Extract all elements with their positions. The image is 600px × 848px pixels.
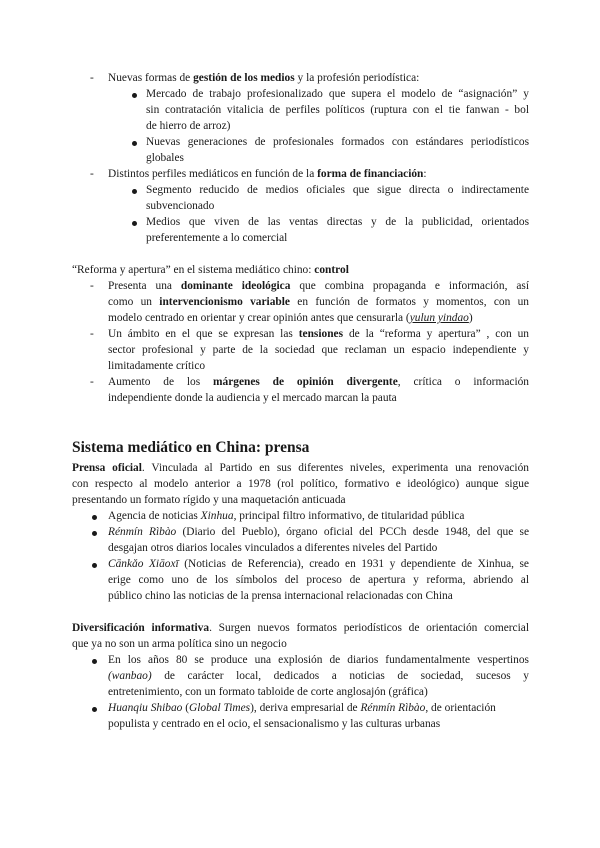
bullet-icon (132, 189, 137, 194)
list-item-line: sin contratación vitalicia de perfiles políticos (ruptura con el tie fanwan - bol (146, 104, 529, 116)
list-item-line: globales (146, 152, 184, 164)
list-item: Huanqiu Shibao (Global Times), deriva empresarial de Rénmín Rìbào, de orientación (108, 702, 496, 714)
bullet-icon (132, 221, 137, 226)
list-item-line: subvencionado (146, 200, 215, 212)
list-item-line: modelo centrado en orientar y crear opinión antes que censurarla (yulun yindao) (108, 312, 473, 324)
list-item: Nuevas generaciones de profesionales formados con estándares periodísticos (146, 136, 529, 148)
list-item-line: preferentemente a lo comercial (146, 232, 288, 244)
list-item: Segmento reducido de medios oficiales que sigue directa o indirectamente (146, 184, 529, 196)
list-item-line: como un intervencionismo variable en función de formatos y momentos, con un (108, 296, 529, 308)
bullet-icon (92, 531, 97, 536)
list-item: Nuevas formas de gestión de los medios y la profesión periodística: (108, 72, 420, 84)
bullet-icon (92, 515, 97, 520)
bullet-icon (132, 141, 137, 146)
list-item-line: limitadamente crítico (108, 360, 206, 372)
paragraph: “Reforma y apertura” en el sistema mediático chino: control (72, 264, 349, 276)
list-item: Agencia de noticias Xinhua, principal filtro informativo, de titularidad pública (108, 510, 465, 522)
list-dash: - (90, 168, 94, 180)
list-item-line: público chino las noticias de la prensa internacional relacionadas con China (108, 590, 453, 602)
paragraph-line: con respecto al modelo anterior a 1978 (rol político, formativo e ideológico) aunque sigue (72, 478, 529, 490)
list-item: Cānkǎo Xiāoxī (Noticias de Referencia), creado en 1931 y dependiente de Xinhua, se (108, 558, 529, 570)
list-item-line: sector profesional y parte de la sociedad que reclaman un espacio independiente y (108, 344, 529, 356)
list-item-line: de hierro de arroz) (146, 120, 231, 132)
list-item: En los años 80 se produce una explosión de diarios fundamentalmente vespertinos (108, 654, 529, 666)
section-heading: Sistema mediático en China: prensa (72, 439, 310, 456)
list-dash: - (90, 376, 94, 388)
paragraph-line: presentando un formato rígido y una maquetación anticuada (72, 494, 346, 506)
bullet-icon (92, 659, 97, 664)
list-item: Mercado de trabajo profesionalizado que supera el modelo de “asignación” y (146, 88, 529, 100)
list-item-line: independiente donde la audiencia y el mercado marcan la pauta (108, 392, 397, 404)
list-item: Un ámbito en el que se expresan las tensiones de la “reforma y apertura” , con un (108, 328, 529, 340)
bullet-icon (92, 707, 97, 712)
bullet-icon (132, 93, 137, 98)
list-item: Presenta una dominante ideológica que combina propaganda e información, así (108, 280, 529, 292)
list-item: Aumento de los márgenes de opinión divergente, crítica o información (108, 376, 529, 388)
paragraph: Prensa oficial. Vinculada al Partido en sus diferentes niveles, experimenta una renovación (72, 462, 529, 474)
list-item-line: (wanbao) de carácter local, dedicados a noticias de sociedad, sucesos y (108, 670, 529, 682)
list-dash: - (90, 72, 94, 84)
list-dash: - (90, 328, 94, 340)
paragraph: Diversificación informativa. Surgen nuevos formatos periodísticos de orientación comercial (72, 622, 529, 634)
list-dash: - (90, 280, 94, 292)
paragraph-line: que ya no son un arma política sino un negocio (72, 638, 287, 650)
bullet-icon (92, 563, 97, 568)
list-item-line: populista y centrado en el ocio, el sensacionalismo y las culturas urbanas (108, 718, 441, 730)
list-item: Rénmín Rìbào (Diario del Pueblo), órgano oficial del PCCh desde 1948, del que se (108, 526, 529, 538)
list-item-line: entretenimiento, con un formato tabloide de corte anglosajón (gráfica) (108, 686, 428, 698)
list-item-line: desgajan otros diarios locales vinculados a diferentes niveles del Partido (108, 542, 438, 554)
list-item: Distintos perfiles mediáticos en función de la forma de financiación: (108, 168, 427, 180)
list-item-line: erige como uno de los símbolos del proceso de apertura y reforma, abriendo al (108, 574, 529, 586)
list-item: Medios que viven de las ventas directas y de la publicidad, orientados (146, 216, 529, 228)
